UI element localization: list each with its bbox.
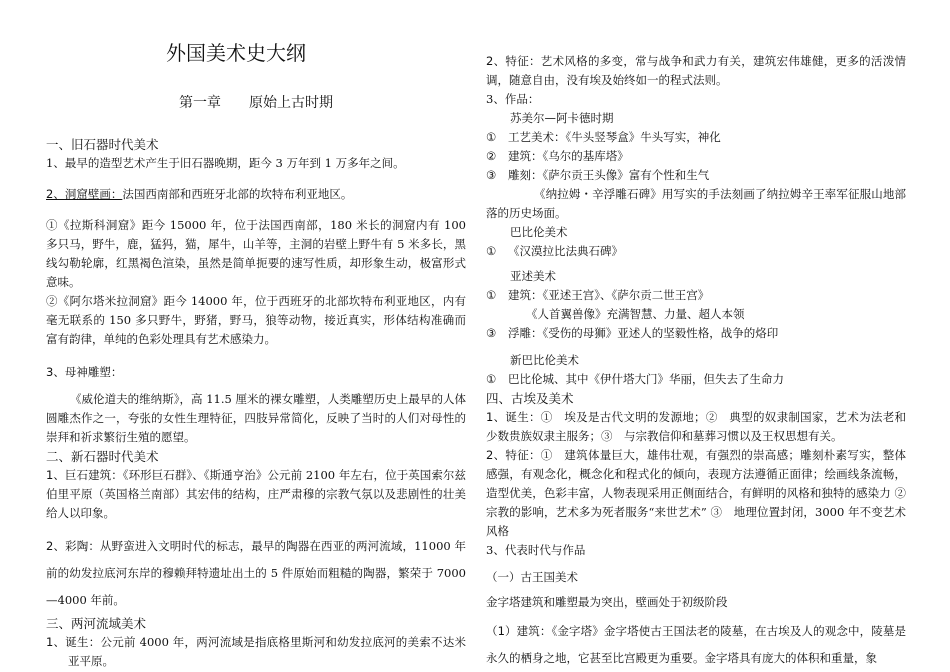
- term-label: 1、巨石建筑：: [46, 468, 123, 482]
- term-text: 《受伤的母狮》亚述人的坚毅性格，战争的烙印: [542, 326, 779, 340]
- term-text: 从野蛮进入文明时代的标志，最早的陶器在西亚的两河流域，11000 年前的幼发拉底河东岸的穆赖拜特遗址出土的 5 件原始而粗糙的陶器，繁荣于 7000—4000 年前。: [46, 539, 466, 607]
- right-column: [486, 0, 918, 672]
- term-label: 2、彩陶：: [46, 539, 100, 553]
- item-number: ②: [486, 149, 497, 163]
- list-item: [486, 128, 906, 147]
- paragraph: 《人首翼兽像》充满智慧、力量、超人本领: [526, 307, 745, 321]
- list-item: [486, 286, 906, 305]
- paragraph: [486, 52, 906, 90]
- paragraph: [46, 185, 466, 204]
- left-column: [46, 0, 466, 671]
- subsection-heading: （一）古王国美术: [486, 570, 578, 584]
- term-label: 建筑：: [508, 288, 543, 302]
- term-text: 法国西南部和西班牙北部的坎特布利亚地区。: [122, 187, 353, 201]
- item-number: ①: [486, 244, 497, 258]
- section-heading: 一、旧石器时代美术: [46, 137, 159, 152]
- term-label: 雕刻：: [508, 168, 543, 182]
- subsection-heading: 新巴比伦美术: [510, 353, 579, 367]
- paragraph: [486, 618, 906, 672]
- list-item: [486, 370, 906, 389]
- paragraph: 3、代表时代与作品: [486, 543, 586, 557]
- item-number: ①: [486, 130, 497, 144]
- term-label: 2、特征：: [486, 448, 541, 462]
- term-text: 艺术风格的多变，常与战争和武力有关，建筑宏伟雄健，更多的活泼情调，随意自由，没有埃及始终如一的程式法则。: [486, 54, 906, 87]
- item-number: ③: [486, 326, 497, 340]
- term-label: （1）建筑：: [486, 624, 552, 638]
- term-label: 2、特征：: [486, 54, 541, 68]
- chapter-heading: 第一章 原始上古时期: [179, 95, 333, 111]
- paragraph: 《纳拉姆・辛浮雕石碑》用写实的手法刻画了纳拉姆辛王率军征服山地部落的历史场面。: [486, 187, 906, 220]
- term-label: 工艺美术：: [508, 130, 566, 144]
- section-heading: 二、新石器时代美术: [46, 449, 159, 464]
- term-label: 1、诞生：: [486, 410, 541, 424]
- term-label: 建筑：: [508, 149, 543, 163]
- item-number: ③: [486, 168, 497, 182]
- paragraph: ①《拉斯科洞窟》距今 15000 年，位于法国西南部，180 米长的洞窟内有 100 多只马，野牛，鹿，猛犸，猫，犀牛，山羊等，主洞的岩壁上野牛有 5 米多长，黑线勾勒轮廓，红黑褐色渲染，虽然是简单扼要的速写性质，却形象生动，极富形式意味。: [46, 218, 466, 289]
- paragraph: 1、最早的造型艺术产生于旧石器晚期，距今 3 万年到 1 万多年之间。: [46, 156, 405, 170]
- term-label: 1、诞生：: [46, 635, 101, 649]
- term-text: 公元前 4000 年，两河流域是指底格里斯河和幼发拉底河的美索不达米亚平原。: [68, 635, 466, 668]
- term-text: 《乌尔的基库塔》: [542, 149, 629, 163]
- list-item: [486, 147, 906, 166]
- item-number: ①: [486, 372, 497, 386]
- paragraph: 金字塔建筑和雕塑最为突出，壁画处于初级阶段: [486, 595, 728, 609]
- term-text: 《环形巨石群》、《斯通亨治》公元前 2100 年左右，位于英国索尔兹伯里平原（英国格兰南部）其宏伟的结构，庄严肃穆的宗教气氛以及悲剧性的壮美给人以印象。: [46, 468, 466, 520]
- term-label: 3、母神雕塑：: [46, 365, 123, 379]
- term-text: 《汉漠拉比法典石碑》: [508, 244, 623, 258]
- term-text: 《金字塔》金字塔使古王国法老的陵墓，在古埃及人的观念中，陵墓是永久的栖身之地，它甚至比宫殿更为重要。金字塔具有庞大的体积和重量，象: [486, 624, 906, 665]
- term-text: ① 埃及是古代文明的发源地；② 典型的奴隶制国家，艺术为法老和少数贵族奴隶主服务；③ 与宗教信仰和墓葬习惯以及王权思想有关。: [486, 410, 906, 443]
- section-heading: 四、古埃及美术: [486, 391, 574, 406]
- paragraph: [46, 363, 466, 382]
- list-item: [486, 324, 906, 343]
- paragraph: [486, 446, 918, 541]
- term-text: 巴比伦城、其中《伊什塔大门》华丽，但失去了生命力: [508, 372, 784, 386]
- term-text: 《牛头竖琴盒》牛头写实，神化: [565, 130, 721, 144]
- term-text: ① 建筑体量巨大，雄伟壮观，有强烈的崇高感；雕刻朴素写实，整体感强，有观念化，概念化和程式化的倾向，表现方法遵循正面律；绘画线条流畅，造型优美，色彩丰富，人物表现采用正侧面结合，有鲜明的风格和独特的感染力 ② 宗教的影响，艺术多为死者服务“来世艺术” ③ 地理位置封闭，3000 年不变艺术风格: [486, 448, 918, 538]
- paragraph: [486, 408, 906, 446]
- paragraph: [46, 633, 466, 671]
- subsection-heading: 亚述美术: [510, 269, 556, 283]
- term-text: 《萨尔贡王头像》富有个性和生气: [542, 168, 710, 182]
- paragraph: [46, 533, 466, 614]
- paragraph: 3、作品：: [486, 92, 540, 106]
- list-item: [486, 166, 906, 185]
- subsection-heading: 苏美尔—阿卡德时期: [510, 111, 614, 125]
- paragraph: ②《阿尔塔米拉洞窟》距今 14000 年，位于西班牙的北部坎特布利亚地区，内有毫无联系的 150 多只野牛，野猪，野马，狼等动物，接近真实，形体结构准确而富有韵律，单纯的色彩处理具有艺术感染力。: [46, 294, 466, 346]
- term-text: 《亚述王宫》、《萨尔贡二世王宫》: [542, 288, 710, 302]
- term-label: 2、洞窟壁画：: [46, 187, 123, 201]
- list-item: [486, 242, 906, 261]
- section-heading: 三、两河流域美术: [46, 616, 147, 631]
- document-title: 外国美术史大纲: [166, 41, 306, 65]
- paragraph: [46, 466, 466, 523]
- paragraph: 《威伦道夫的维纳斯》，高 11.5 厘米的裸女雕塑，人类雕塑历史上最早的人体圆雕杰作之一，夸张的女性生理特征，四肢异常简化，反映了当时的人们对母性的崇拜和祈求繁衍生殖的愿望。: [46, 392, 466, 444]
- term-label: 浮雕：: [508, 326, 543, 340]
- subsection-heading: 巴比伦美术: [510, 225, 568, 239]
- item-number: ①: [486, 288, 497, 302]
